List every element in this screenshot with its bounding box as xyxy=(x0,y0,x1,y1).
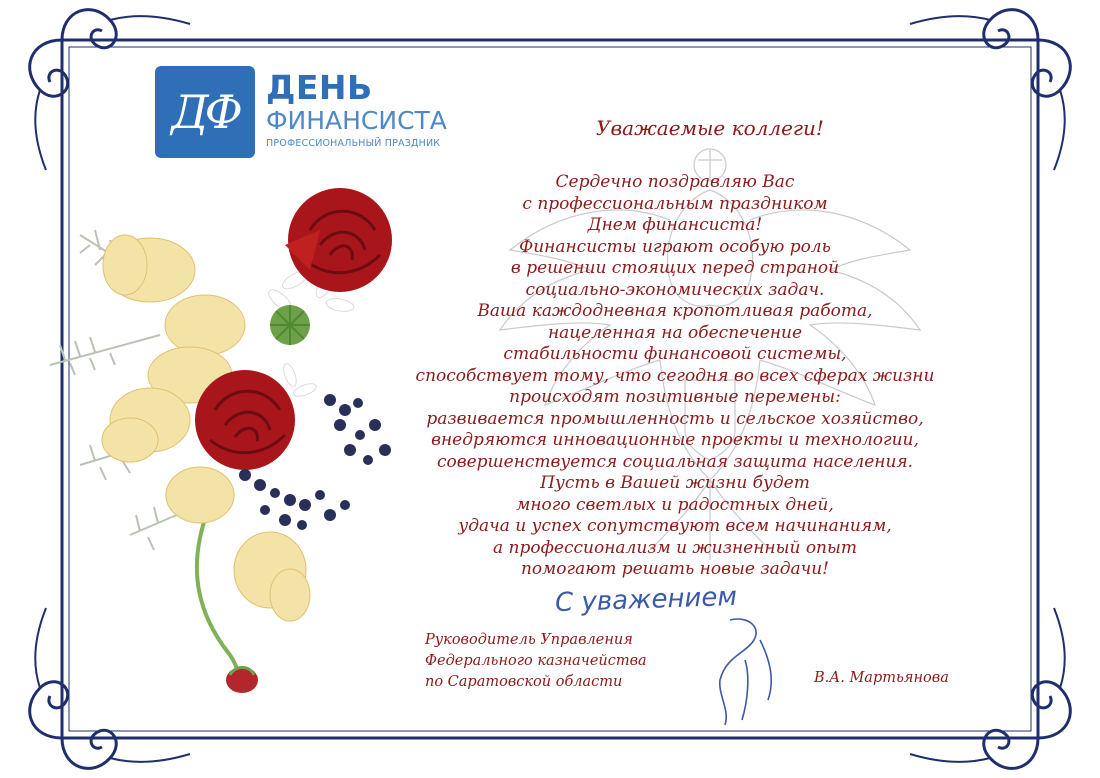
body-line: помогают решать новые задачи! xyxy=(520,559,829,579)
handwritten-closing: С уважением xyxy=(554,581,738,619)
logo-monogram: ДФ xyxy=(171,85,239,139)
signatory-title-line: Руководитель Управления xyxy=(425,632,633,648)
logo-tagline: ПРОФЕССИОНАЛЬНЫЙ ПРАЗДНИК xyxy=(266,138,441,149)
body-line: с профессиональным праздником xyxy=(522,193,828,214)
signatory-title-line: по Саратовской области xyxy=(425,674,623,690)
body-line: Пусть в Вашей жизни будет xyxy=(540,473,810,493)
logo-monogram-badge xyxy=(155,66,255,158)
body-line: Ваша каждодневная кропотливая работа, xyxy=(477,301,873,321)
body-line: стабильности финансовой системы, xyxy=(503,344,847,364)
body-line: Сердечно поздравляю Вас xyxy=(555,172,795,192)
body-line: Днем финансиста! xyxy=(587,215,763,235)
handwritten-signature xyxy=(690,600,800,730)
body-line: Финансисты играют особую роль xyxy=(519,236,831,257)
signatory-title xyxy=(425,630,647,693)
signatory-name: В.А. Мартьянова xyxy=(814,670,949,686)
body-line: а профессионализм и жизненный опыт xyxy=(493,537,857,558)
body-line: совершенствуется социальная защита населения. xyxy=(436,451,914,472)
body-line: происходят позитивные перемены: xyxy=(509,387,841,407)
body-line: нацеленная на обеспечение xyxy=(547,322,803,343)
body-line: удача и успех сопутствуют всем начинаниям, xyxy=(458,516,892,536)
body-line: внедряются инновационные проекты и технологии, xyxy=(431,430,919,450)
signatory-title-line: Федерального казначейства xyxy=(425,653,647,669)
body-line: способствует тому, что сегодня во всех сферах жизни xyxy=(415,365,935,386)
body-line: в решении стоящих перед страной xyxy=(510,258,840,278)
greeting-heading: Уважаемые коллеги! xyxy=(596,116,824,140)
body-line: социально-экономических задач. xyxy=(525,279,825,300)
letter-body xyxy=(400,172,950,581)
logo-title: ДЕНЬ xyxy=(266,68,373,107)
flower-bouquet xyxy=(40,175,440,735)
body-line: развивается промышленность и сельское хозяйство, xyxy=(426,408,924,429)
body-line: много светлых и радостных дней, xyxy=(516,494,834,515)
logo-subtitle: ФИНАНСИСТА xyxy=(266,106,447,135)
day-of-financier-logo xyxy=(155,66,455,166)
